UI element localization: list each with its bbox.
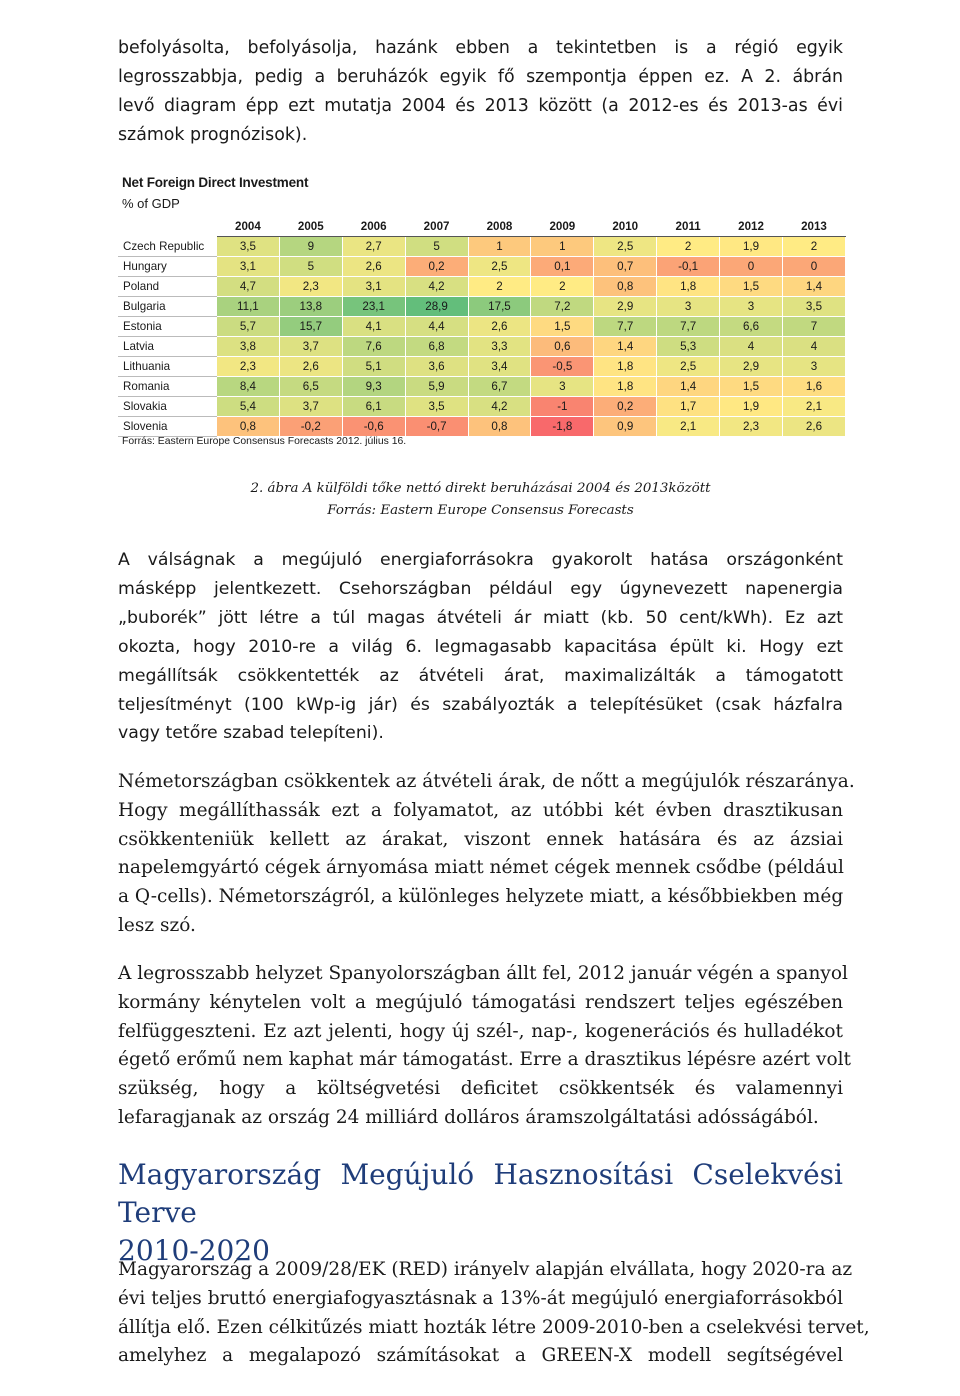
fdi-value-cell: 2,1 <box>782 397 845 417</box>
fdi-value-cell: 5,9 <box>405 377 468 397</box>
figure-caption <box>118 478 843 522</box>
fdi-value-cell: 2,3 <box>216 357 279 377</box>
fdi-value-cell: 9 <box>279 237 342 257</box>
text-line: teljesítményt (100 kWp-ig jár) és szabályozták a telepítésüket (csak házfalra <box>118 694 843 715</box>
text-line: napelemgyártó cégek árnyomása miatt német cégek mennek csődbe (például <box>118 857 844 879</box>
year-header: 2005 <box>279 217 342 237</box>
fdi-value-cell: 2,3 <box>279 277 342 297</box>
fdi-value-cell: 0,2 <box>594 397 657 417</box>
fdi-value-cell: 3,5 <box>405 397 468 417</box>
fdi-value-cell: 1 <box>468 237 531 257</box>
text-line: okozta, hogy 2010-re a világ 6. legmagasabb kapacitása épült ki. Hogy ezt <box>118 636 843 657</box>
text-line: A válságnak a megújuló energiaforrásokra gyakorolt hatása országonként <box>118 550 843 570</box>
fdi-value-cell: 0 <box>782 257 845 277</box>
fdi-table <box>118 216 846 437</box>
fdi-value-cell: -1,8 <box>531 417 594 437</box>
text-line: Németországban csökkentek az átvételi árak, de nőtt a megújulók részaránya. <box>118 771 855 792</box>
figure-caption-source: Forrás: Eastern Europe Consensus Forecasts <box>327 503 634 518</box>
table-corner <box>119 217 217 237</box>
fdi-value-cell: 3 <box>720 297 783 317</box>
text-line: Magyarország a 2009/28/EK (RED) irányelv alapján elvállata, hogy 2020-ra az <box>118 1259 853 1280</box>
year-header: 2013 <box>782 217 845 237</box>
fdi-value-cell: 0,1 <box>531 257 594 277</box>
table-row <box>119 237 846 257</box>
year-header: 2011 <box>657 217 720 237</box>
fdi-value-cell: 2 <box>468 277 531 297</box>
text-line: kormány kénytelen volt a megújuló támogatási rendszert teljes egészében <box>118 991 843 1013</box>
fdi-value-cell: -0,2 <box>279 417 342 437</box>
fdi-value-cell: 13,8 <box>279 297 342 317</box>
fdi-value-cell: 5,4 <box>216 397 279 417</box>
fdi-value-cell: 4,4 <box>405 317 468 337</box>
fdi-value-cell: 6,5 <box>279 377 342 397</box>
text-line: Hogy megállíthassák ezt a folyamatot, az utóbbi két évben drasztikusan <box>118 799 843 821</box>
fdi-value-cell: 2,5 <box>594 237 657 257</box>
fdi-value-cell: 4 <box>782 337 845 357</box>
fdi-value-cell: 3,6 <box>405 357 468 377</box>
fdi-value-cell: 3 <box>531 377 594 397</box>
fdi-value-cell: 1,8 <box>594 357 657 377</box>
fdi-value-cell: 1,5 <box>531 317 594 337</box>
fdi-value-cell: 2 <box>531 277 594 297</box>
text-line: befolyásolta, befolyásolja, hazánk ebben a tekintetben is a régió egyik <box>118 38 843 58</box>
fdi-value-cell: 5,7 <box>216 317 279 337</box>
fdi-value-cell: 15,7 <box>279 317 342 337</box>
fdi-value-cell: 2,3 <box>720 417 783 437</box>
fdi-value-cell: 4 <box>720 337 783 357</box>
paragraph-plan <box>118 1256 870 1371</box>
text-line: csökkenteniük kellett az árakat, viszont ennek hatására és az ázsiai <box>118 828 843 850</box>
fdi-value-cell: 1,9 <box>720 237 783 257</box>
fdi-value-cell: 0,6 <box>531 337 594 357</box>
year-header: 2009 <box>531 217 594 237</box>
fdi-value-cell: 1,4 <box>594 337 657 357</box>
fdi-value-cell: 6,7 <box>468 377 531 397</box>
fdi-value-cell: 1,8 <box>657 277 720 297</box>
text-line: lefaragjanak az ország 24 milliárd dolláros áramszolgáltatási adósságából. <box>118 1106 819 1128</box>
section-heading-line: 2010-2020 <box>118 1234 270 1267</box>
paragraph-crisis <box>118 546 843 748</box>
fdi-value-cell: 3,3 <box>468 337 531 357</box>
text-line: a Q-cells). Németországról, a különleges helyzete miatt, a későbbiekben még <box>118 886 844 908</box>
country-name: Poland <box>119 277 217 297</box>
table-row <box>119 417 846 437</box>
fdi-value-cell: 4,2 <box>405 277 468 297</box>
figure-source: Forrás: Eastern Europe Consensus Forecasts 2012. július 16. <box>122 436 407 447</box>
fdi-value-cell: 2,6 <box>279 357 342 377</box>
table-row <box>119 317 846 337</box>
fdi-value-cell: 7,7 <box>594 317 657 337</box>
table-row <box>119 397 846 417</box>
country-name: Estonia <box>119 317 217 337</box>
table-header-row <box>119 217 846 237</box>
fdi-value-cell: 2,1 <box>657 417 720 437</box>
table-row <box>119 377 846 397</box>
fdi-value-cell: 3,7 <box>279 397 342 417</box>
fdi-value-cell: 3,5 <box>216 237 279 257</box>
fdi-value-cell: 2,9 <box>720 357 783 377</box>
fdi-value-cell: 6,6 <box>720 317 783 337</box>
fdi-value-cell: -0,1 <box>657 257 720 277</box>
text-line: lesz szó. <box>118 914 196 936</box>
fdi-value-cell: 23,1 <box>342 297 405 317</box>
fdi-value-cell: 11,1 <box>216 297 279 317</box>
table-row <box>119 257 846 277</box>
fdi-value-cell: 7 <box>782 317 845 337</box>
text-line: állítja elő. Ezen célkitűzés miatt hozták létre 2009-2010-ben a cselekvési tervet, <box>118 1316 870 1338</box>
section-heading-line: Magyarország Megújuló Hasznosítási Cselekvési Terve <box>118 1158 843 1229</box>
fdi-value-cell: 3,1 <box>342 277 405 297</box>
fdi-value-cell: 1 <box>531 237 594 257</box>
text-line: vagy tetőre szabad telepíteni). <box>118 723 384 744</box>
fdi-value-cell: 6,8 <box>405 337 468 357</box>
fdi-value-cell: 0,2 <box>405 257 468 277</box>
fdi-value-cell: 4,7 <box>216 277 279 297</box>
fdi-value-cell: -0,6 <box>342 417 405 437</box>
fdi-value-cell: 3,5 <box>782 297 845 317</box>
country-name: Lithuania <box>119 357 217 377</box>
table-row <box>119 277 846 297</box>
fdi-value-cell: 1,5 <box>720 377 783 397</box>
fdi-value-cell: 1,9 <box>720 397 783 417</box>
fdi-value-cell: 1,5 <box>720 277 783 297</box>
fdi-value-cell: 6,1 <box>342 397 405 417</box>
text-line: felfüggeszteni. Ez azt jelenti, hogy új szél-, nap-, kogenerációs és hulladékot <box>118 1020 843 1042</box>
fdi-value-cell: 0,8 <box>594 277 657 297</box>
fdi-value-cell: 4,1 <box>342 317 405 337</box>
text-line: évi teljes bruttó energiafogyasztásnak a 13%-át megújuló energiaforrásokból <box>118 1287 843 1309</box>
paragraph-spain <box>118 960 851 1133</box>
text-line: másképp jelentkezett. Csehországban például egy úgynevezett napenergia <box>118 578 843 599</box>
fdi-value-cell: 7,7 <box>657 317 720 337</box>
fdi-value-cell: 5 <box>279 257 342 277</box>
fdi-value-cell: 3 <box>657 297 720 317</box>
fdi-value-cell: 4,2 <box>468 397 531 417</box>
country-name: Slovenia <box>119 417 217 437</box>
text-line: „buborék” jött létre a túl magas átvételi ár miatt (kb. 50 cent/kWh). Ez azt <box>118 607 843 628</box>
year-header: 2008 <box>468 217 531 237</box>
country-name: Hungary <box>119 257 217 277</box>
fdi-value-cell: 5 <box>405 237 468 257</box>
fdi-value-cell: 2,6 <box>782 417 845 437</box>
fdi-value-cell: 8,4 <box>216 377 279 397</box>
fdi-value-cell: 2,7 <box>342 237 405 257</box>
fdi-value-cell: 2,9 <box>594 297 657 317</box>
fdi-value-cell: 7,2 <box>531 297 594 317</box>
fdi-value-cell: 3,7 <box>279 337 342 357</box>
country-name: Slovakia <box>119 397 217 417</box>
fdi-value-cell: 0,8 <box>468 417 531 437</box>
fdi-value-cell: -0,7 <box>405 417 468 437</box>
year-header: 2012 <box>720 217 783 237</box>
text-line: legrosszabbja, pedig a beruházók egyik fő szempontja éppen ez. A 2. ábrán <box>118 67 843 87</box>
fdi-value-cell: 2,6 <box>468 317 531 337</box>
country-name: Czech Republic <box>119 237 217 257</box>
fdi-table-figure <box>118 173 846 455</box>
table-row <box>119 337 846 357</box>
fdi-value-cell: 0,7 <box>594 257 657 277</box>
fdi-value-cell: 5,1 <box>342 357 405 377</box>
text-line: megállítsák csökkentették az átvételi árat, maximalizálták a támogatott <box>118 665 843 686</box>
fdi-value-cell: -1 <box>531 397 594 417</box>
year-header: 2010 <box>594 217 657 237</box>
text-line: levő diagram épp ezt mutatja 2004 és 2013 között (a 2012-es és 2013-as évi <box>118 96 843 116</box>
year-header: 2004 <box>216 217 279 237</box>
fdi-value-cell: 2,5 <box>657 357 720 377</box>
fdi-value-cell: 0,9 <box>594 417 657 437</box>
section-heading <box>118 1156 843 1270</box>
fdi-value-cell: 3,8 <box>216 337 279 357</box>
fdi-value-cell: 3,1 <box>216 257 279 277</box>
figure-caption-line: 2. ábra A külföldi tőke nettó direkt beruházásai 2004 és 2013között <box>250 481 711 496</box>
fdi-value-cell: 2,6 <box>342 257 405 277</box>
year-header: 2006 <box>342 217 405 237</box>
year-header: 2007 <box>405 217 468 237</box>
fdi-value-cell: 0,8 <box>216 417 279 437</box>
country-name: Latvia <box>119 337 217 357</box>
fdi-value-cell: 7,6 <box>342 337 405 357</box>
fdi-value-cell: 1,7 <box>657 397 720 417</box>
fdi-value-cell: 28,9 <box>405 297 468 317</box>
fdi-value-cell: 2 <box>657 237 720 257</box>
fdi-value-cell: -0,5 <box>531 357 594 377</box>
figure-title: Net Foreign Direct Investment <box>122 175 309 190</box>
text-line: égető erőmű nem kaphat már támogatást. Erre a drasztikus lépésre azért volt <box>118 1049 851 1071</box>
fdi-value-cell: 1,4 <box>782 277 845 297</box>
country-name: Romania <box>119 377 217 397</box>
fdi-value-cell: 0 <box>720 257 783 277</box>
fdi-value-cell: 1,4 <box>657 377 720 397</box>
fdi-value-cell: 3 <box>782 357 845 377</box>
text-line: számok prognózisok). <box>118 125 308 145</box>
text-line: szükség, hogy a költségvetési deficitet csökkentsék és valamennyi <box>118 1078 843 1100</box>
fdi-value-cell: 1,6 <box>782 377 845 397</box>
text-line: A legrosszabb helyzet Spanyolországban állt fel, 2012 január végén a spanyol <box>118 963 848 984</box>
table-row <box>119 357 846 377</box>
paragraph-intro <box>118 34 843 150</box>
text-line: amelyhez a megalapozó számításokat a GREEN-X modell segítségével <box>118 1345 843 1367</box>
table-row <box>119 297 846 317</box>
fdi-value-cell: 3,4 <box>468 357 531 377</box>
fdi-value-cell: 2,5 <box>468 257 531 277</box>
country-name: Bulgaria <box>119 297 217 317</box>
fdi-value-cell: 17,5 <box>468 297 531 317</box>
fdi-value-cell: 1,8 <box>594 377 657 397</box>
fdi-value-cell: 9,3 <box>342 377 405 397</box>
paragraph-germany <box>118 768 855 941</box>
fdi-value-cell: 2 <box>782 237 845 257</box>
fdi-value-cell: 5,3 <box>657 337 720 357</box>
figure-subtitle: % of GDP <box>122 196 180 211</box>
